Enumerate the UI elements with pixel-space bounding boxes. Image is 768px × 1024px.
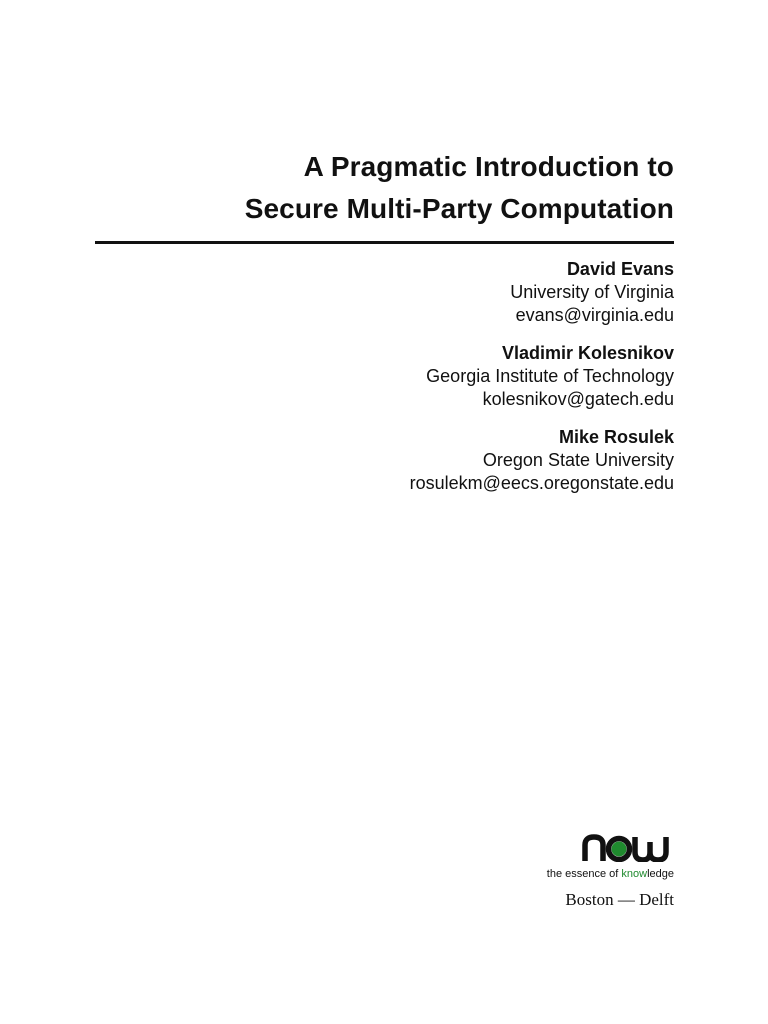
tagline-before: the essence of [546, 868, 622, 880]
author-affiliation: University of Virginia [510, 282, 674, 302]
title-line-1: A Pragmatic Introduction to [303, 151, 674, 182]
author-entry [410, 426, 674, 495]
author-name: Mike Rosulek [558, 427, 674, 447]
author-name: Vladimir Kolesnikov [501, 343, 674, 363]
author-list [410, 258, 674, 510]
author-affiliation: Georgia Institute of Technology [426, 366, 674, 386]
title-line-2: Secure Multi-Party Computation [244, 193, 674, 224]
author-email: evans@virginia.edu [515, 305, 674, 325]
author-entry [410, 258, 674, 327]
publisher-block [474, 834, 674, 911]
now-logo-icon [582, 834, 674, 862]
author-affiliation: Oregon State University [482, 450, 674, 470]
author-email: kolesnikov@gatech.edu [482, 389, 674, 409]
tagline-highlight: know [621, 868, 648, 880]
author-email: rosulekm@eecs.oregonstate.edu [409, 473, 674, 493]
publisher-tagline [474, 867, 674, 881]
title-block [245, 146, 674, 230]
publisher-cities: Boston — Delft [565, 890, 674, 909]
author-name: David Evans [566, 259, 674, 279]
author-entry [410, 342, 674, 411]
title-divider [95, 241, 674, 244]
tagline-after: ledge [647, 868, 674, 880]
